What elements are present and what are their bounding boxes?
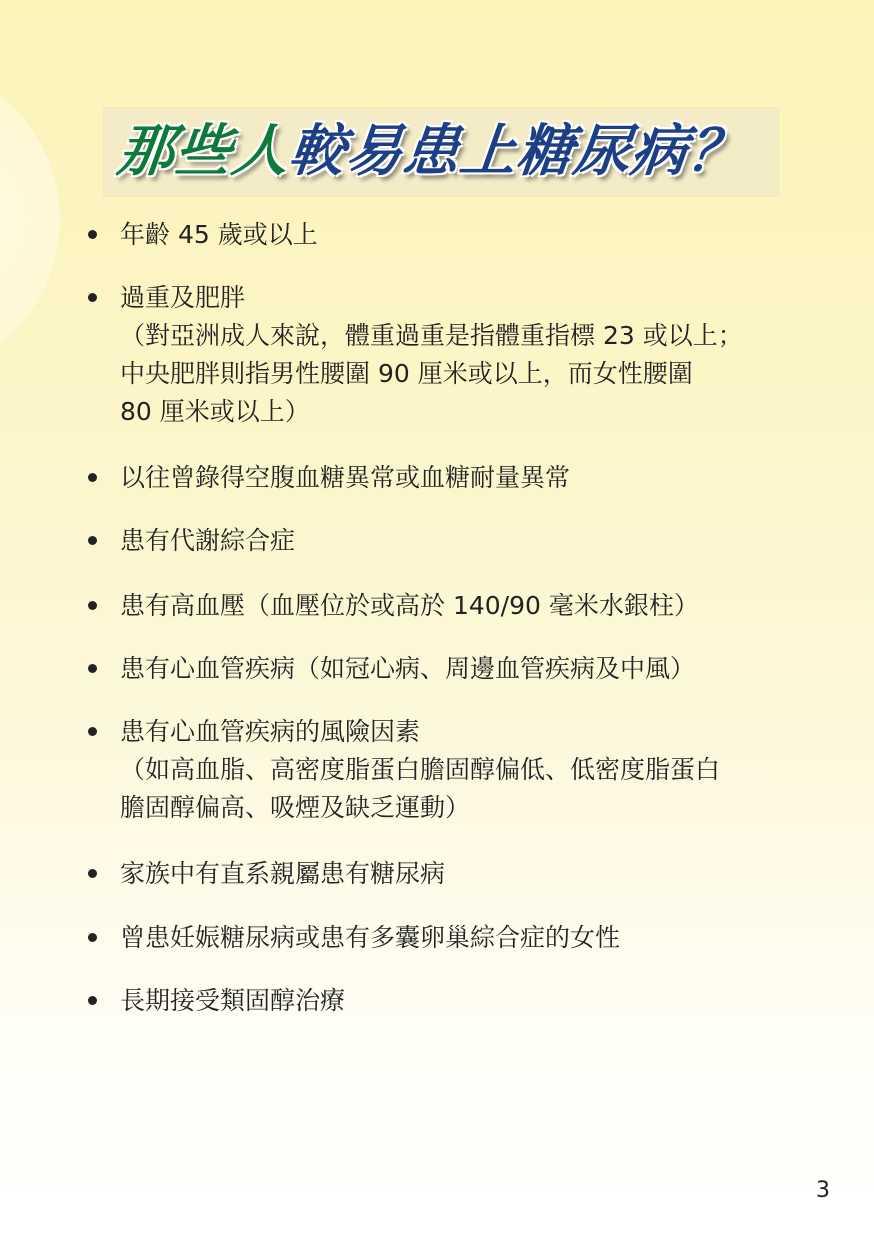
item-text: 膽固醇偏高、吸煙及缺乏運動） bbox=[120, 793, 471, 822]
item-text: （對亞洲成人來說，體重過重是指體重指標 23 或以上； bbox=[120, 321, 743, 350]
item-text: 年齡 45 歲或以上 bbox=[120, 220, 318, 249]
item-text: 以往曾錄得空腹血糖異常或血糖耐量異常 bbox=[120, 463, 571, 492]
title-part-2: 較易患上糖尿病？ bbox=[285, 119, 749, 184]
list-item bbox=[88, 279, 788, 431]
page-number: 3 bbox=[816, 1178, 830, 1203]
list-item bbox=[88, 587, 788, 625]
bullet-icon bbox=[88, 869, 97, 878]
bullet-icon bbox=[88, 293, 97, 302]
item-text: 過重及肥胖 bbox=[120, 283, 246, 312]
bullet-icon bbox=[88, 996, 97, 1005]
list-item bbox=[88, 982, 788, 1020]
item-text: （如高血脂、高密度脂蛋白膽固醇偏低、低密度脂蛋白 bbox=[120, 755, 721, 784]
item-text: 長期接受類固醇治療 bbox=[120, 986, 346, 1015]
item-text: 家族中有直系親屬患有糖尿病 bbox=[120, 859, 446, 888]
list-item bbox=[88, 650, 788, 688]
bullet-icon bbox=[88, 933, 97, 942]
bullet-icon bbox=[88, 664, 97, 673]
bullet-icon bbox=[88, 727, 97, 736]
item-text: 患有心血管疾病的風險因素 bbox=[120, 717, 421, 746]
item-text: 80 厘米或以上） bbox=[120, 397, 310, 426]
bullet-icon bbox=[88, 473, 97, 482]
item-text: 患有高血壓（血壓位於或高於 140/90 毫米水銀柱） bbox=[120, 591, 699, 620]
bullet-icon bbox=[88, 601, 97, 610]
decorative-circle bbox=[0, 60, 60, 380]
bullet-icon bbox=[88, 536, 97, 545]
title-part-1: 那些人 bbox=[114, 119, 293, 184]
list-item bbox=[88, 522, 788, 560]
item-text: 曾患妊娠糖尿病或患有多囊卵巢綜合症的女性 bbox=[120, 923, 621, 952]
list-item bbox=[88, 216, 788, 254]
item-text: 患有代謝綜合症 bbox=[120, 526, 296, 555]
bullet-icon bbox=[88, 230, 97, 239]
item-text: 中央肥胖則指男性腰圍 90 厘米或以上，而女性腰圍 bbox=[120, 359, 693, 388]
page-title bbox=[114, 114, 749, 190]
list-item bbox=[88, 713, 788, 827]
list-item bbox=[88, 459, 788, 497]
list-item bbox=[88, 855, 788, 893]
item-text: 患有心血管疾病（如冠心病、周邊血管疾病及中風） bbox=[120, 654, 696, 683]
list-item bbox=[88, 919, 788, 957]
